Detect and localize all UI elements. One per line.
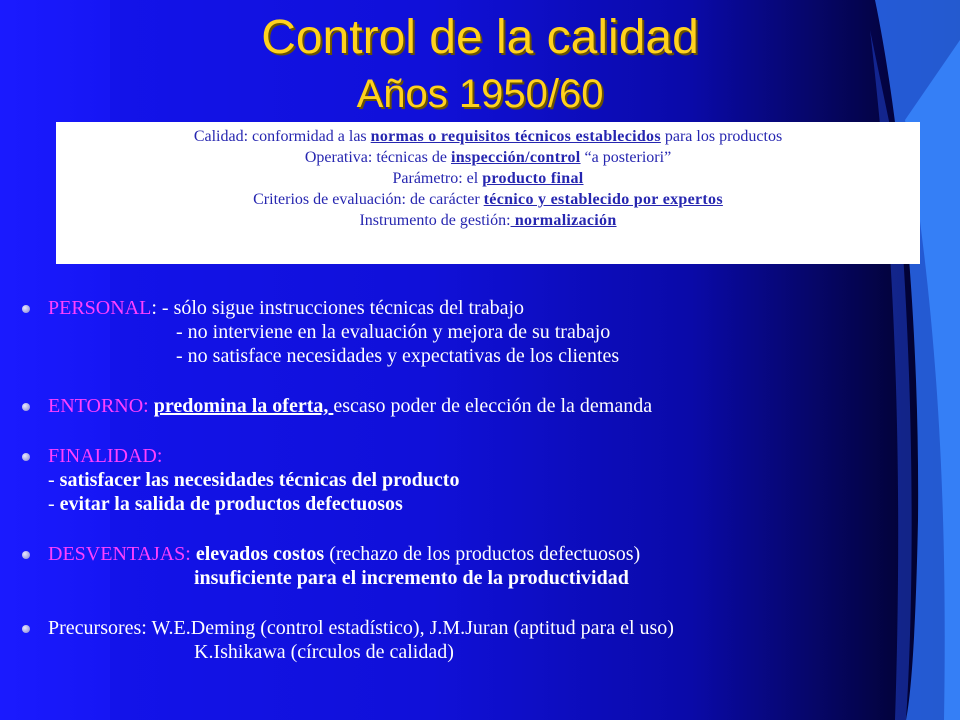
bullet-label-entorno: ENTORNO: <box>48 395 154 417</box>
definition-line-operativa: Operativa: técnicas de inspección/control “a posteriori” <box>304 149 672 166</box>
bullet-label-finalidad: FINALIDAD: <box>48 445 163 467</box>
bullet-dot-icon <box>22 625 30 633</box>
bullet-label-desventajas: DESVENTAJAS: <box>48 543 196 565</box>
bullet-entorno: ENTORNO: predomina la oferta, escaso poder de elección de la demanda <box>22 394 942 418</box>
bullet-label-personal: PERSONAL <box>48 297 152 319</box>
bullet-finalidad: FINALIDAD: - satisfacer las necesidades técnicas del producto - evitar la salida de productos defectuosos <box>22 444 942 516</box>
bullet-dot-icon <box>22 453 30 461</box>
definition-line-criterios: Criterios de evaluación: de carácter técnico y establecido por expertos <box>253 191 723 208</box>
bullet-dot-icon <box>22 551 30 559</box>
bullet-desventajas: DESVENTAJAS: elevados costos (rechazo de los productos defectuosos) insuficiente para el incremento de la productividad <box>22 542 942 590</box>
bullet-precursores: Precursores: W.E.Deming (control estadístico), J.M.Juran (aptitud para el uso) K.Ishikawa (círculos de calidad) <box>22 616 942 664</box>
bullet-dot-icon <box>22 305 30 313</box>
page-subtitle: Años 1950/60 <box>356 72 604 116</box>
definition-box <box>56 122 920 264</box>
definition-line-instrumento: Instrumento de gestión: normalización <box>359 212 617 229</box>
definition-line-calidad: Calidad: conformidad a las normas o requisitos técnicos establecidos para los productos <box>193 128 783 145</box>
bullet-list <box>22 296 942 690</box>
bullet-personal: PERSONAL: - sólo sigue instrucciones técnicas del trabajo - no interviene en la evaluación y mejora de su trabajo - no satisface necesidades y expectativas de los clientes <box>22 296 942 368</box>
bullet-dot-icon <box>22 403 30 411</box>
definition-line-parametro: Parámetro: el producto final <box>392 170 584 187</box>
page-title: Control de la calidad <box>261 11 699 64</box>
